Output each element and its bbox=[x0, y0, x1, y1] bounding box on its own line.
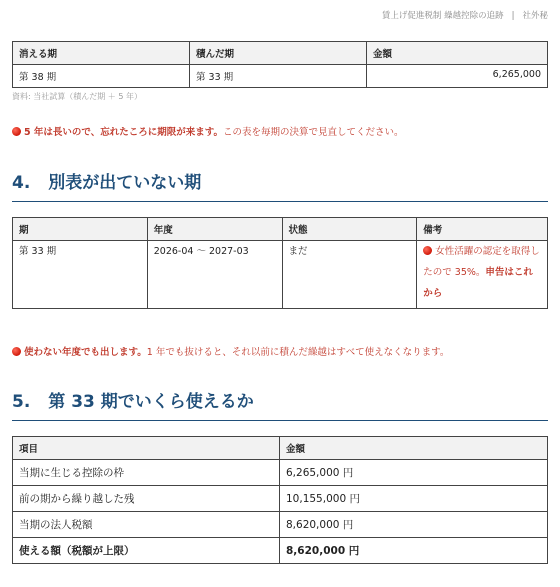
table-cell: 8,620,000 円 bbox=[280, 538, 548, 564]
table-cell: 使える額（税額が上限） bbox=[13, 538, 280, 564]
table-cell: 10,155,000 円 bbox=[280, 486, 548, 512]
section-title: 第 33 期でいくら使えるか bbox=[48, 392, 254, 412]
red-circle-icon bbox=[12, 347, 21, 356]
table-cell: 当期の法人税額 bbox=[13, 512, 280, 538]
table-cell: 6,265,000 円 bbox=[280, 460, 548, 486]
table-cell: 6,265,000 bbox=[367, 65, 548, 88]
header-title: 賃上げ促進税制 繰越控除の追跡 bbox=[381, 11, 504, 21]
remark-text: 女性活躍の認定を取得したので 35%。 bbox=[423, 246, 540, 278]
table-row bbox=[13, 486, 548, 512]
warning-text: この表を毎期の決算で見直してください。 bbox=[222, 127, 404, 138]
table-total-row bbox=[13, 538, 548, 564]
table-cell: 第 33 期 bbox=[13, 241, 148, 309]
header-separator: | bbox=[511, 11, 515, 21]
table-cell: まだ bbox=[282, 241, 417, 309]
table-row bbox=[13, 460, 548, 486]
column-header: 項目 bbox=[13, 437, 280, 460]
table-row bbox=[13, 65, 548, 88]
table-header-row bbox=[13, 218, 548, 241]
unfiled-periods-table bbox=[12, 217, 548, 309]
warning-note bbox=[12, 344, 449, 358]
section-number: 4. bbox=[12, 173, 31, 193]
column-header: 備考 bbox=[417, 218, 548, 241]
usable-amount-table bbox=[12, 436, 548, 564]
table-header-row bbox=[13, 42, 548, 65]
warning-note bbox=[12, 124, 403, 138]
table-header-row bbox=[13, 437, 548, 460]
section-heading bbox=[12, 387, 548, 421]
table-cell: 第 38 期 bbox=[13, 65, 190, 88]
expiry-table bbox=[12, 41, 548, 88]
table-source-note: 資料: 当社試算（積んだ期 ＋ 5 年） bbox=[12, 92, 142, 101]
column-header: 金額 bbox=[367, 42, 548, 65]
column-header: 金額 bbox=[280, 437, 548, 460]
red-circle-icon bbox=[423, 246, 432, 255]
table-row bbox=[13, 512, 548, 538]
section-heading bbox=[12, 168, 548, 202]
remark-cell bbox=[417, 241, 548, 309]
header-classification: 社外秘 bbox=[522, 11, 548, 21]
column-header: 積んだ期 bbox=[190, 42, 367, 65]
column-header: 年度 bbox=[147, 218, 282, 241]
section-title: 別表が出ていない期 bbox=[48, 173, 202, 193]
column-header: 消える期 bbox=[13, 42, 190, 65]
column-header: 期 bbox=[13, 218, 148, 241]
warning-text: 1 年でも抜けると、それ以前に積んだ繰越はすべて使えなくなります。 bbox=[146, 347, 450, 358]
table-cell: 第 33 期 bbox=[190, 65, 367, 88]
table-cell: 8,620,000 円 bbox=[280, 512, 548, 538]
red-circle-icon bbox=[12, 127, 21, 136]
table-row bbox=[13, 241, 548, 309]
warning-bold-text: 使わない年度でも出します。 bbox=[24, 347, 147, 358]
remark-bold-text: 申告はこれから bbox=[423, 267, 533, 299]
table-cell: 2026-04 〜 2027-03 bbox=[147, 241, 282, 309]
column-header: 状態 bbox=[282, 218, 417, 241]
table-cell: 当期に生じる控除の枠 bbox=[13, 460, 280, 486]
table-cell: 前の期から繰り越した残 bbox=[13, 486, 280, 512]
section-number: 5. bbox=[12, 392, 31, 412]
warning-bold-text: 5 年は長いので、忘れたころに期限が来ます。 bbox=[24, 127, 223, 138]
page-header bbox=[382, 9, 548, 21]
